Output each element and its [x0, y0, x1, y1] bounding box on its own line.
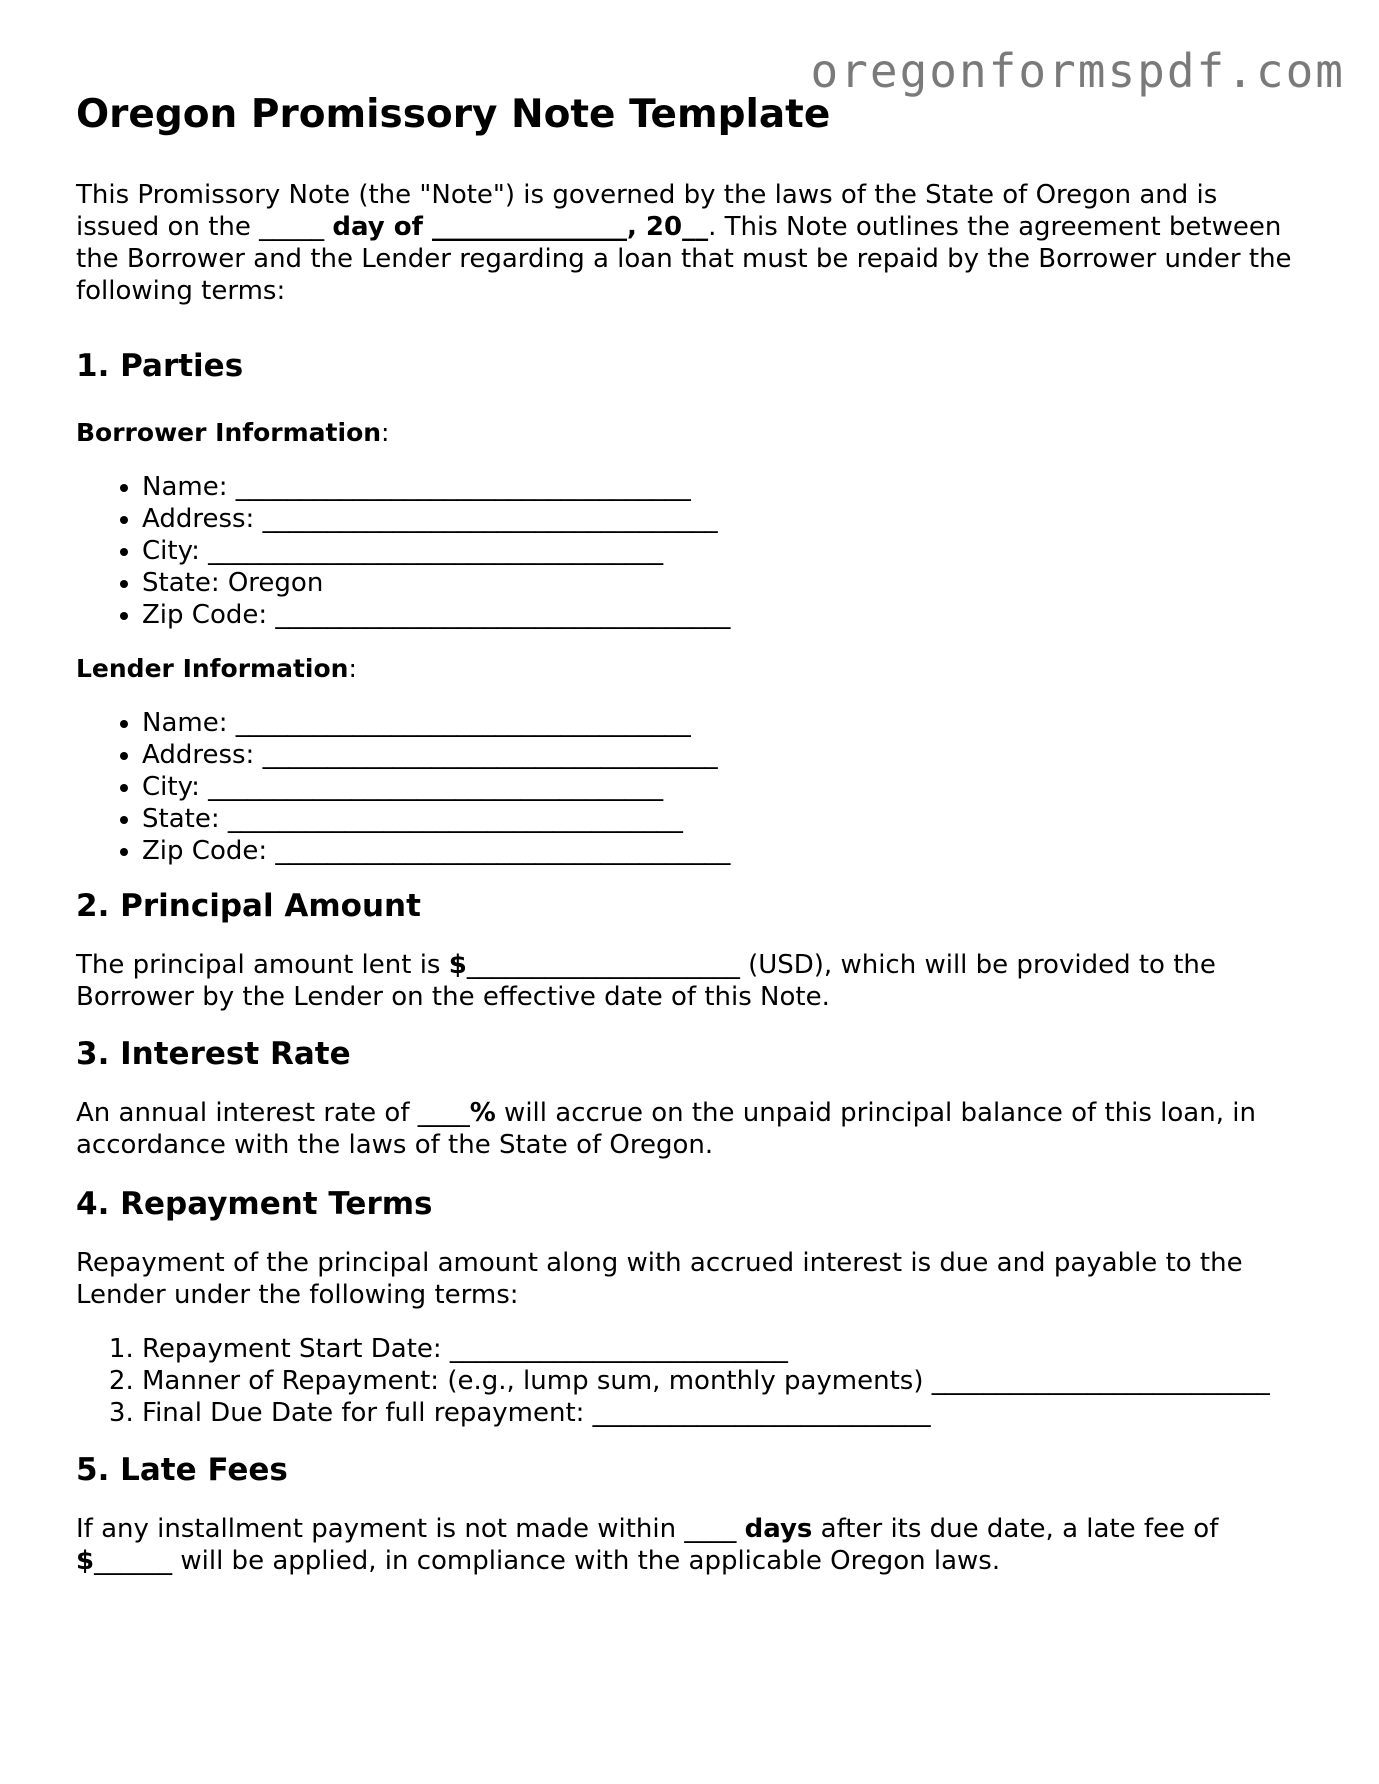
- borrower-city-field: • City: ___________________________________: [142, 535, 1306, 567]
- watermark: oregonformspdf.com: [810, 44, 1345, 98]
- document-body: [76, 92, 1306, 1577]
- lender-fields-list: [76, 707, 1306, 867]
- interest-text-1: An annual interest rate of ____: [76, 1097, 470, 1128]
- principal-text-2: _____________________ (USD), which will be provided to the Borrower by the Lender on the effective date of this Note.: [76, 949, 1216, 1012]
- repayment-final-due-date-field: 3. Final Due Date for full repayment: __________________________: [142, 1397, 1306, 1429]
- late-fees-text-3: ______ will be applied, in compliance with the applicable Oregon laws.: [94, 1545, 1001, 1576]
- section-heading-interest: 3. Interest Rate: [76, 1035, 351, 1072]
- section-heading-parties: 1. Parties: [76, 347, 244, 384]
- interest-percent-sign: %: [469, 1097, 496, 1128]
- repayment-manner-field: 2. Manner of Repayment: (e.g., lump sum, monthly payments) __________________________: [142, 1365, 1306, 1397]
- borrower-address-field: • Address: ___________________________________: [142, 503, 1306, 535]
- lender-name-field: • Name: ___________________________________: [142, 707, 1306, 739]
- late-fees-dollar-sign: $: [76, 1545, 95, 1576]
- lender-address-field: • Address: ___________________________________: [142, 739, 1306, 771]
- borrower-info-label: Borrower Information:: [76, 417, 390, 447]
- interest-text-2: will accrue on the unpaid principal balance of this loan, in accordance with the laws of the State of Oregon.: [76, 1097, 1256, 1160]
- principal-text-1: The principal amount lent is: [76, 949, 449, 980]
- borrower-fields-list: [76, 471, 1306, 631]
- repayment-paragraph: Repayment of the principal amount along with accrued interest is due and payable to the Lender under the following terms:: [76, 1247, 1243, 1310]
- lender-zip-field: • Zip Code: ___________________________________: [142, 835, 1306, 867]
- late-fees-text-1: If any installment payment is not made within ____: [76, 1513, 745, 1544]
- lender-state-field: • State: ___________________________________: [142, 803, 1306, 835]
- interest-paragraph: [76, 1097, 1306, 1161]
- borrower-zip-field: • Zip Code: ___________________________________: [142, 599, 1306, 631]
- section-heading-repayment: 4. Repayment Terms: [76, 1185, 433, 1222]
- late-fees-text-2: after its due date, a late fee of: [812, 1513, 1219, 1544]
- intro-text-2: . This Note outlines the agreement between the Borrower and the Lender regarding a loan that must be repaid by the Borrower under the following terms:: [76, 211, 1292, 306]
- intro-paragraph: [76, 179, 1306, 307]
- lender-city-field: • City: ___________________________________: [142, 771, 1306, 803]
- intro-date-bold: day of _______________, 20__: [332, 211, 709, 242]
- page-title: Oregon Promissory Note Template: [76, 92, 831, 137]
- repayment-start-date-field: 1. Repayment Start Date: __________________________: [142, 1333, 1306, 1365]
- principal-dollar-sign: $: [448, 949, 467, 980]
- lender-info-label: Lender Information:: [76, 653, 357, 683]
- section-heading-principal: 2. Principal Amount: [76, 887, 421, 924]
- late-fees-days-bold: days: [744, 1513, 813, 1544]
- borrower-state-field: • State: Oregon: [142, 567, 1306, 599]
- principal-paragraph: [76, 949, 1306, 1013]
- borrower-name-field: • Name: ___________________________________: [142, 471, 1306, 503]
- late-fees-paragraph: [76, 1513, 1306, 1577]
- repayment-terms-list: [76, 1333, 1306, 1429]
- intro-text-1: This Promissory Note (the "Note") is governed by the laws of the State of Oregon and is issued on the _____: [76, 179, 1218, 242]
- section-heading-late-fees: 5. Late Fees: [76, 1451, 288, 1488]
